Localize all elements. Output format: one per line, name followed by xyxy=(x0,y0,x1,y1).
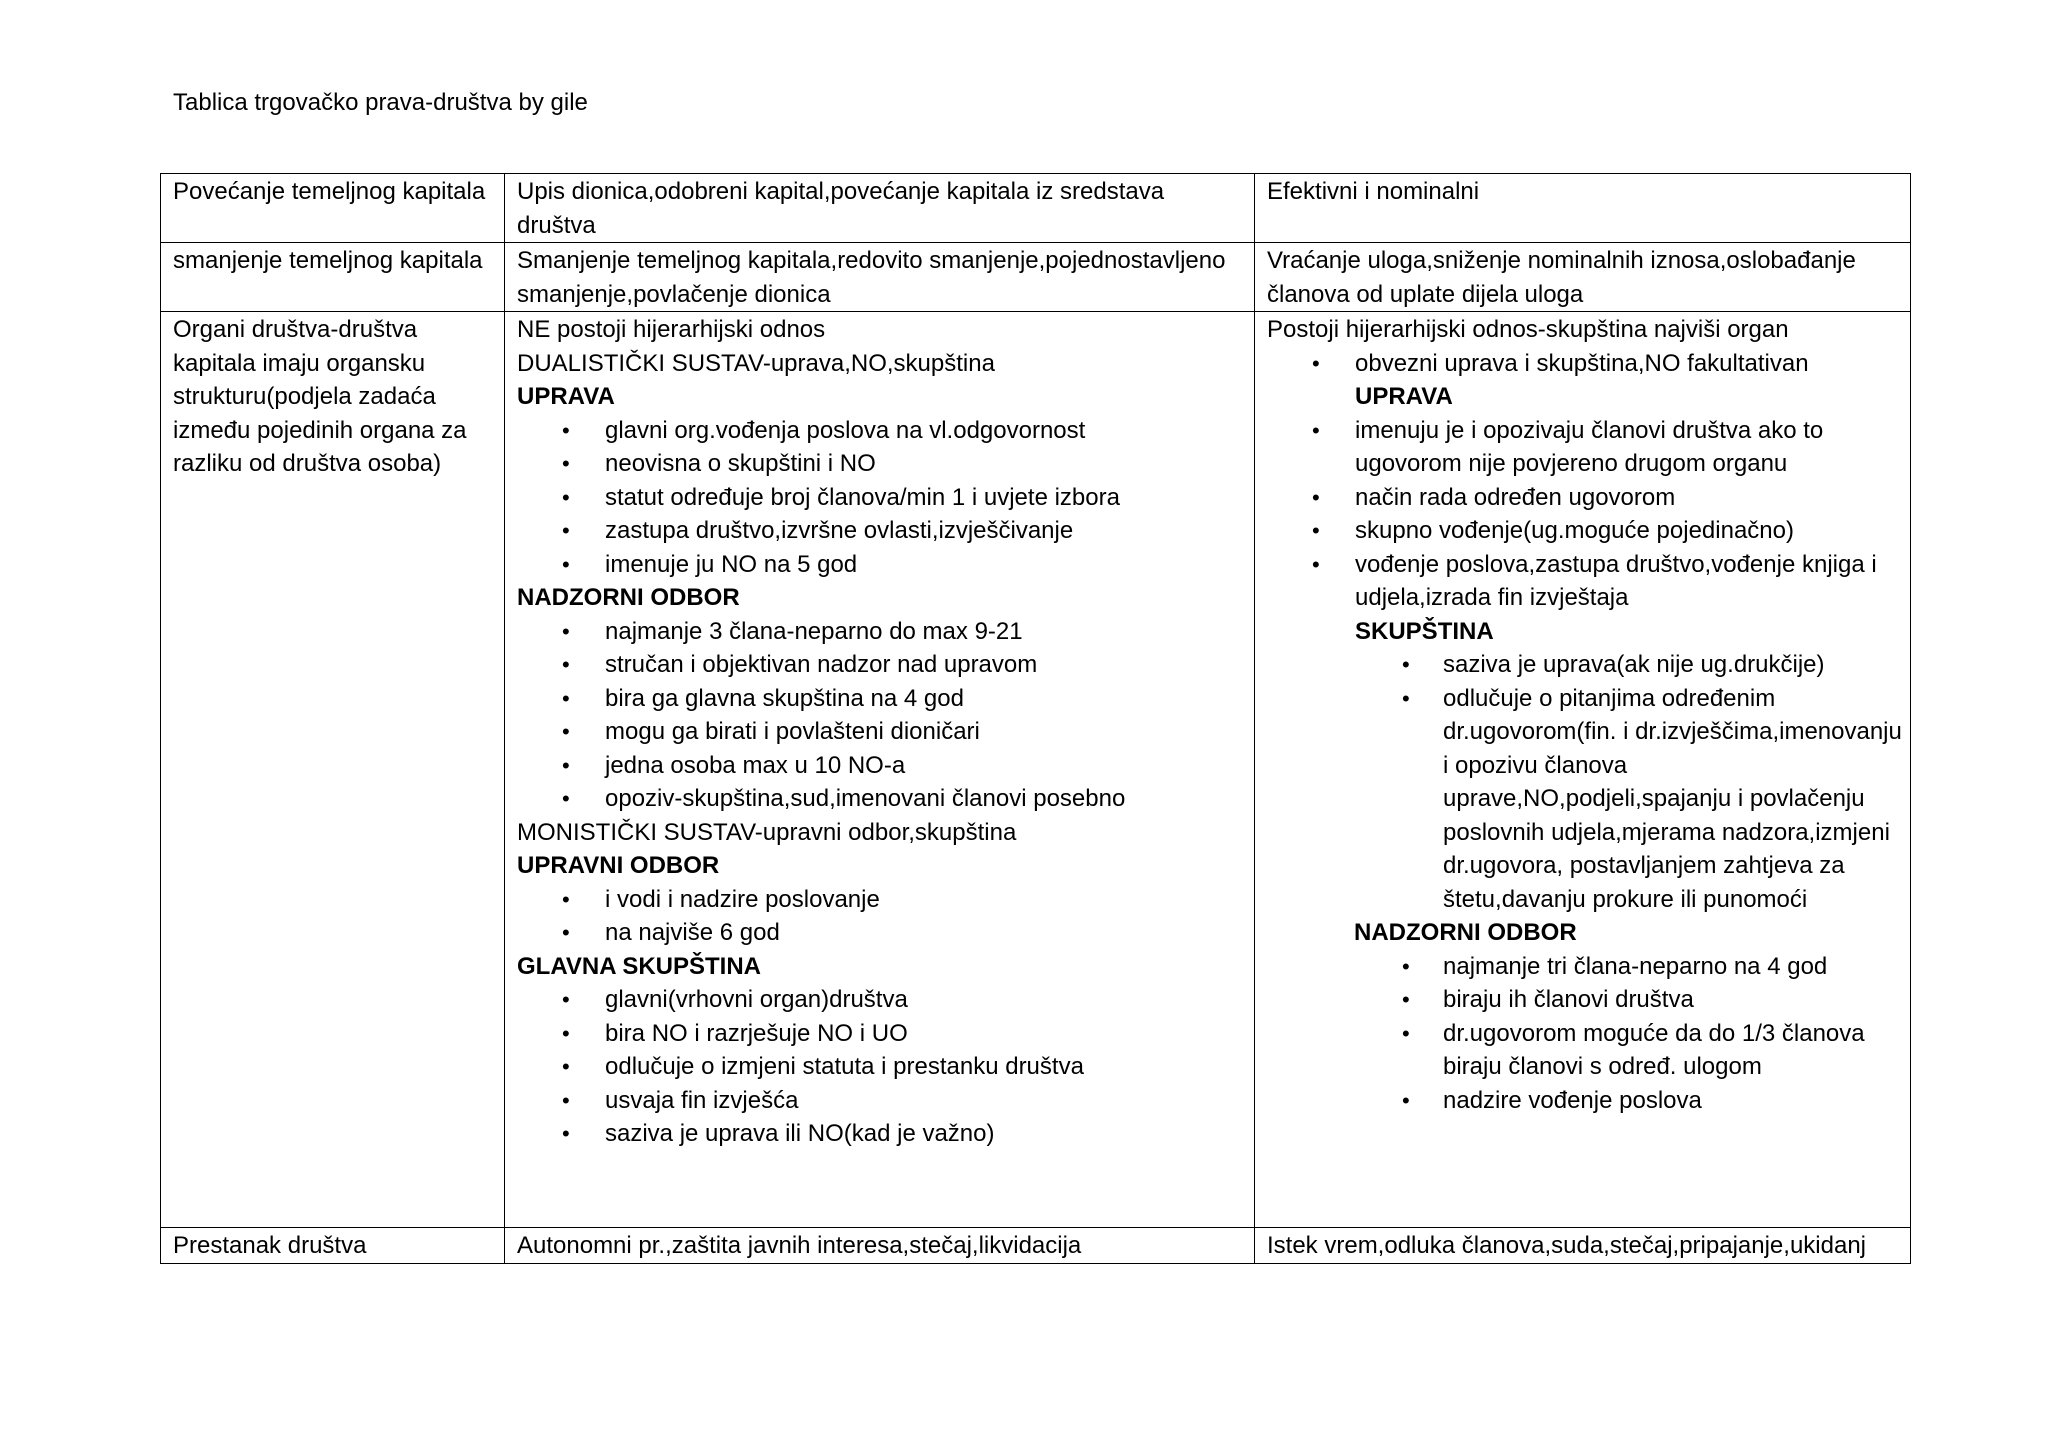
bullet-list xyxy=(517,883,1246,950)
list-item: • zastupa društvo,izvršne ovlasti,izvješčivanje xyxy=(517,514,1246,548)
section-heading: UPRAVA xyxy=(517,383,615,410)
list-item: • saziva je uprava(ak nije ug.drukčije) xyxy=(1267,648,1902,682)
list-item: • skupno vođenje(ug.moguće pojedinačno) xyxy=(1267,514,1902,548)
section-heading: GLAVNA SKUPŠTINA xyxy=(517,952,762,980)
list-item: • vođenje poslova,zastupa društvo,vođenje knjiga i udjela,izrada fin izvještaja xyxy=(1267,548,1902,615)
list-item: • glavni(vrhovni organ)društva xyxy=(517,983,1246,1017)
section-heading: NADZORNI ODBOR xyxy=(517,584,740,611)
table-cell: Upis dionica,odobreni kapital,povećanje kapitala iz sredstava društva xyxy=(505,174,1255,243)
row-label-cell: smanjenje temeljnog kapitala xyxy=(161,243,505,312)
cell-text: Postoji hijerarhijski odnos-skupština najviši organ xyxy=(1267,316,1789,343)
table-row xyxy=(161,174,1911,243)
list-item: • saziva je uprava ili NO(kad je važno) xyxy=(517,1117,1246,1151)
list-item: • dr.ugovorom moguće da do 1/3 članova biraju članovi s određ. ulogom xyxy=(1267,1017,1902,1084)
list-item: • stručan i objektivan nadzor nad upravom xyxy=(517,648,1246,682)
list-item: • na najviše 6 god xyxy=(517,916,1246,950)
list-item: • obvezni uprava i skupština,NO fakultativan xyxy=(1267,347,1902,381)
bullet-list xyxy=(517,983,1246,1151)
section-heading: SKUPŠTINA xyxy=(1355,617,1494,645)
section-heading: NADZORNI ODBOR xyxy=(1354,919,1577,946)
bullet-list xyxy=(1267,648,1902,916)
list-item: • imenuju je i opozivaju članovi društva ako to ugovorom nije povjereno drugom organu xyxy=(1267,414,1902,481)
list-item: • opoziv-skupština,sud,imenovani članovi posebno xyxy=(517,782,1246,816)
document-title: Tablica trgovačko prava-društva by gile xyxy=(173,89,588,116)
table-row xyxy=(161,312,1911,1228)
list-item: • odlučuje o izmjeni statuta i prestanku društva xyxy=(517,1050,1246,1084)
cell-text: NE postoji hijerarhijski odnos xyxy=(517,316,826,343)
table-cell: Autonomni pr.,zaštita javnih interesa,stečaj,likvidacija xyxy=(505,1228,1255,1264)
bullet-list xyxy=(517,615,1246,816)
list-item: • način rada određen ugovorom xyxy=(1267,481,1902,515)
table-cell: Smanjenje temeljnog kapitala,redovito smanjenje,pojednostavljeno smanjenje,povlačenje dionica xyxy=(505,243,1255,312)
bullet-list xyxy=(1267,347,1902,381)
company-law-table xyxy=(160,173,1911,1264)
row-label-cell: Prestanak društva xyxy=(161,1228,505,1264)
list-item: • usvaja fin izvješća xyxy=(517,1084,1246,1118)
bullet-list xyxy=(1267,950,1902,1118)
list-item: • mogu ga birati i povlašteni dioničari xyxy=(517,715,1246,749)
table-cell: Efektivni i nominalni xyxy=(1255,174,1911,243)
list-item: • jedna osoba max u 10 NO-a xyxy=(517,749,1246,783)
limited-company-organs-cell xyxy=(1255,312,1911,1228)
list-item: • neovisna o skupštini i NO xyxy=(517,447,1246,481)
list-item: • bira ga glavna skupština na 4 god xyxy=(517,682,1246,716)
list-item: • glavni org.vođenja poslova na vl.odgovornost xyxy=(517,414,1246,448)
list-item: • bira NO i razrješuje NO i UO xyxy=(517,1017,1246,1051)
list-item: • biraju ih članovi društva xyxy=(1267,983,1902,1017)
table-row xyxy=(161,1228,1911,1264)
list-item: • nadzire vođenje poslova xyxy=(1267,1084,1902,1118)
section-heading: UPRAVA xyxy=(1355,383,1453,410)
table-row xyxy=(161,243,1911,312)
list-item: • statut određuje broj članova/min 1 i uvjete izbora xyxy=(517,481,1246,515)
row-label-cell: Organi društva-društva kapitala imaju organsku strukturu(podjela zadaća između pojedinih organa za razliku od društva osoba) xyxy=(161,312,505,1228)
cell-text: DUALISTIČKI SUSTAV-uprava,NO,skupština xyxy=(517,349,995,377)
table-cell: Istek vrem,odluka članova,suda,stečaj,pripajanje,ukidanj xyxy=(1255,1228,1911,1264)
section-heading: UPRAVNI ODBOR xyxy=(517,852,720,879)
bullet-list xyxy=(517,414,1246,582)
cell-text: MONISTIČKI SUSTAV-upravni odbor,skupština xyxy=(517,818,1017,846)
bullet-list xyxy=(1267,414,1902,615)
list-item: • odlučuje o pitanjima određenim dr.ugovorom(fin. i dr.izvješčima,imenovanju i opozivu članova uprave,NO,podjeli,spajanju i povlačenju poslovnih udjela,mjerama nadzora,izmjeni dr.ugovora, postavljanjem zahtjeva za štetu,davanju prokure ili punomoći xyxy=(1267,682,1902,917)
capital-company-organs-cell xyxy=(505,312,1255,1228)
row-label-cell: Povećanje temeljnog kapitala xyxy=(161,174,505,243)
list-item: • najmanje tri člana-neparno na 4 god xyxy=(1267,950,1902,984)
table-cell: Vraćanje uloga,sniženje nominalnih iznosa,oslobađanje članova od uplate dijela uloga xyxy=(1255,243,1911,312)
list-item: • najmanje 3 člana-neparno do max 9-21 xyxy=(517,615,1246,649)
list-item: • imenuje ju NO na 5 god xyxy=(517,548,1246,582)
list-item: • i vodi i nadzire poslovanje xyxy=(517,883,1246,917)
